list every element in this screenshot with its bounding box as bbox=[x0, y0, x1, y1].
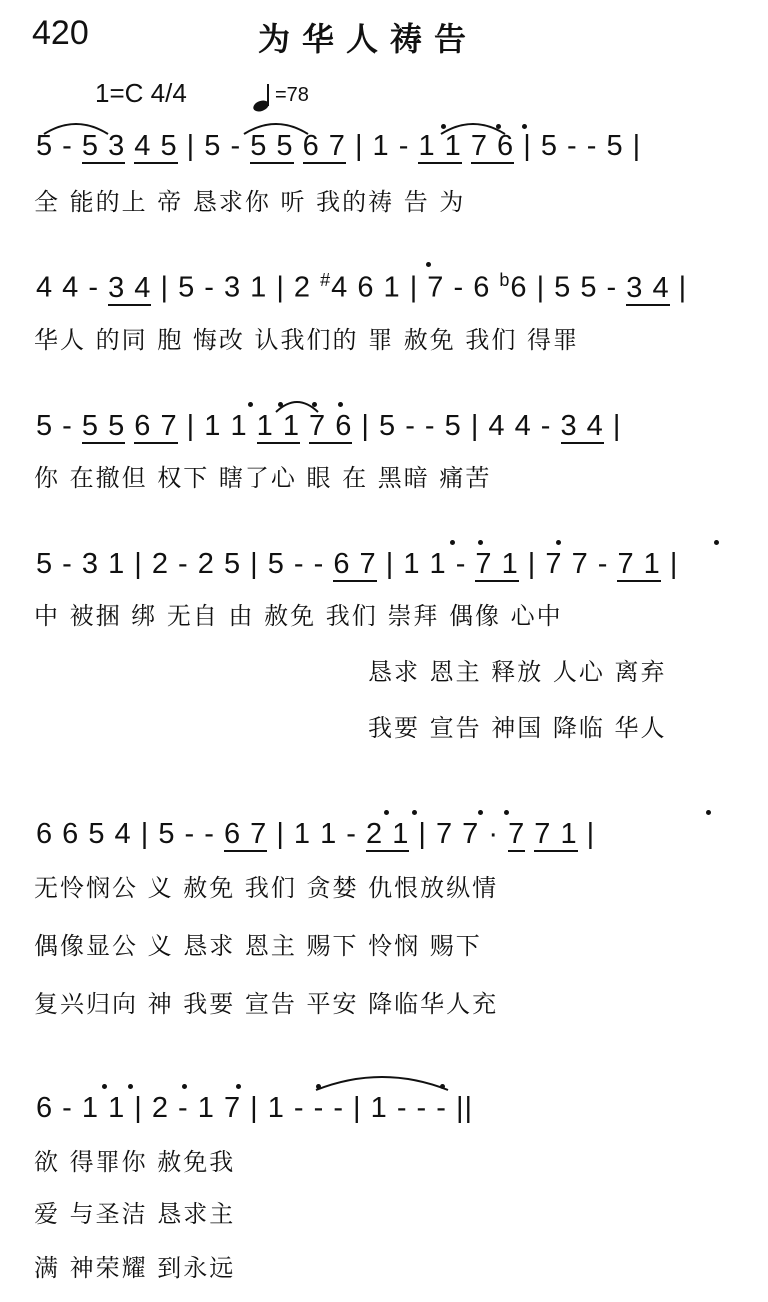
lyric-line-5-verse-3: 复兴归向 神 我要 宣告 平安 降临华人充 bbox=[34, 990, 499, 1018]
lyric-line-4: 中 被捆 绑 无自 由 赦免 我们 崇拜 偶像 心中 bbox=[34, 602, 563, 630]
high-octave-dot bbox=[714, 540, 719, 545]
slur-mark bbox=[40, 118, 112, 138]
slur-mark bbox=[240, 118, 312, 138]
high-octave-dot bbox=[412, 810, 417, 815]
slur-mark bbox=[312, 1070, 452, 1094]
high-octave-dot bbox=[312, 402, 317, 407]
high-octave-dot bbox=[450, 540, 455, 545]
high-octave-dot bbox=[182, 1084, 187, 1089]
tempo-marking: =78 bbox=[275, 84, 309, 106]
lyric-line-5-verse-2: 偶像显公 义 恳求 恩主 赐下 怜悯 赐下 bbox=[34, 932, 482, 960]
high-octave-dot bbox=[504, 810, 509, 815]
lyric-line-3: 你 在撤但 权下 瞎了心 眼 在 黑暗 痛苦 bbox=[34, 464, 492, 492]
high-octave-dot bbox=[441, 124, 446, 129]
notation-line-2: 4 4 - 3 4 | 5 - 3 1 | 2 #4 6 1 | 7 - 6 $^b$6 | 5 5 - 3 4 | bbox=[36, 270, 688, 304]
time-signature: 4/4 bbox=[150, 78, 187, 108]
notation-line-3: 5 - 5 5 6 7 | 1 1 1 1 7 6 | 5 - - 5 | 4 4 - 3 4 | bbox=[36, 410, 622, 442]
high-octave-dot bbox=[128, 1084, 133, 1089]
lyric-line-6-verse-3: 满 神荣耀 到永远 bbox=[34, 1254, 236, 1282]
high-octave-dot bbox=[496, 124, 501, 129]
hymn-number: 420 bbox=[32, 14, 89, 52]
high-octave-dot bbox=[236, 1084, 241, 1089]
high-octave-dot bbox=[338, 402, 343, 407]
notation-line-1: 5 - 5 3 4 5 | 5 - 5 5 6 7 | 1 - 1 1 7 6 | 5 - - 5 | bbox=[36, 130, 642, 162]
high-octave-dot bbox=[384, 810, 389, 815]
high-octave-dot bbox=[522, 124, 527, 129]
high-octave-dot bbox=[706, 810, 711, 815]
high-octave-dot bbox=[478, 810, 483, 815]
high-octave-dot bbox=[316, 1084, 321, 1089]
hymn-title: 为华人祷告 bbox=[258, 20, 479, 58]
high-octave-dot bbox=[426, 262, 431, 267]
key-time-signature bbox=[95, 78, 187, 109]
lyric-line-1: 全 能的上 帝 恳求你 听 我的祷 告 为 bbox=[34, 188, 466, 216]
notation-line-5: 6 6 5 4 | 5 - - 6 7 | 1 1 - 2 1 | 7 7 · 7 7 1 | bbox=[36, 818, 596, 850]
high-octave-dot bbox=[102, 1084, 107, 1089]
notation-line-6: 6 - 1 1 | 2 - 1 7 | 1 - - - | 1 - - - || bbox=[36, 1092, 474, 1124]
lyric-line-2: 华人 的同 胞 悔改 认我们的 罪 赦免 我们 得罪 bbox=[34, 326, 580, 354]
high-octave-dot bbox=[440, 1084, 445, 1089]
high-octave-dot bbox=[278, 402, 283, 407]
key-signature: 1=C bbox=[95, 78, 144, 108]
high-octave-dot bbox=[478, 540, 483, 545]
lyric-line-5: 无怜悯公 义 赦免 我们 贪婪 仇恨放纵情 bbox=[34, 874, 499, 902]
notation-line-4: 5 - 3 1 | 2 - 2 5 | 5 - - 6 7 | 1 1 - 7 1 | 7 7 - 7 1 | bbox=[36, 548, 679, 580]
high-octave-dot bbox=[248, 402, 253, 407]
lyric-line-4-verse-3: 我要 宣告 神国 降临 华人 bbox=[368, 714, 667, 742]
high-octave-dot bbox=[556, 540, 561, 545]
lyric-line-6-verse-2: 爱 与圣洁 恳求主 bbox=[34, 1200, 236, 1228]
lyric-line-6: 欲 得罪你 赦免我 bbox=[34, 1148, 236, 1176]
lyric-line-4-verse-2: 恳求 恩主 释放 人心 离弃 bbox=[368, 658, 667, 686]
